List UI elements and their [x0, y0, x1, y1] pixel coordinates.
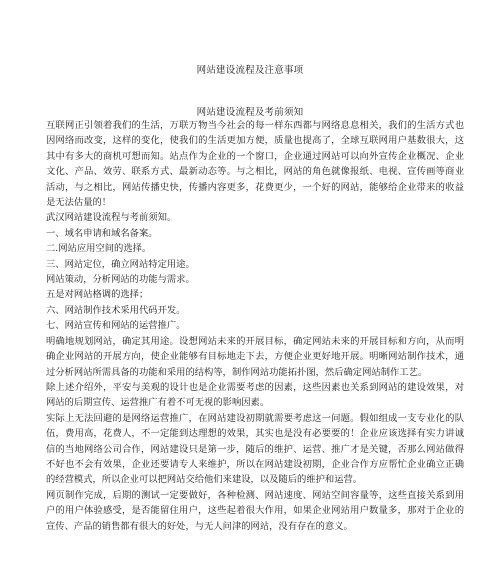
paragraph: 除上述介绍外，平安与美观的设计也是企业需要考虑的因素，这些因素也关系到网站的建设效果，对网站的后期宣传、运营推广有着不可无视的影响因素。 — [46, 381, 464, 409]
paragraph: 互联网正引领着我们的生活，万联万物当今社会的每一样东西都与网络息息相关，我们的生活方式也因网络而改变，这样的变化，使我们的生活更加方便，质量也提高了，全球互联网用户基数很大，这其中有多大的商机可想而知。站点作为企业的一个窗口，企业通过网站可以向外宣传企业概况、企业文化、产品、效劳、联系方式、最新动态等。与之相比，网站的角色就像报纸、电视、宣传画等商业活动，与之相比，网站传播史快，传播内容更多，花费更少，一个好的网站，能够给企业带来的收益是无法估量的！ — [46, 120, 464, 209]
paragraph: 网站策动，分析网站的功能与需求。 — [46, 274, 195, 286]
paragraph: 武汉网站建设流程与考前须知。 — [46, 212, 177, 224]
paragraph: 二.网站应用空间的选择。 — [46, 243, 152, 255]
document-subtitle: 网站建设流程及考前须知 — [196, 107, 304, 118]
paragraph: 五是对网站格调的选择； — [46, 289, 149, 301]
paragraph: 七、网站宣传和网站的运营推广。 — [46, 320, 186, 332]
document-title: 网站建设流程及注意事项 — [196, 65, 304, 76]
paragraph: 网页制作完成，后期的测试一定要做好，各种检测、网站速度、网站空间容量等，这些直接关系到用户的用户体验感受，是否能留住用户，这些起着很大作用，如果企业网站用户数量多，那对于企业的宣传、产品的销售都有很大的好处，与无人问津的网站，没有存在的意义。 — [46, 489, 464, 532]
paragraph: 一、域名申请和域名备案。 — [46, 227, 158, 239]
paragraph: 三、网站定位，确立网站特定用途。 — [46, 258, 195, 270]
paragraph: 实际上无法回避的是网络运营推广，在网站建设初期就需要考虑这一问题。假如组成一支专业化的队伍，费用高，花费人，不一定能到达理想的效果，其实也是没有必要要的！企业应该选择有实力讲诚信的当地网络公司合作，网站建设只是第一步，随后的维护、运营、推广才是关键，否那么网站做得不好也不会有效果，企业还要请专人来维护，所以在网站建设初期，企业合作方应帮忙企业确立正确的经营模式，所以企业可以把网站交给他们来建设，以及随后的维护和运营。 — [46, 412, 464, 486]
document-body — [46, 118, 464, 534]
paragraph: 明确地规划网站，确定其用途。设想网站未来的开展目标，确定网站未来的开展目标和方向，从而明确企业网站的开展方向，使企业能够有目标地走下去，方便企业更好地开展。明晰网站制作技术，通过分析网站所需具备的功能和采用的结构等，制作网站功能拓扑图，然后确定网站制作工艺。 — [46, 335, 464, 378]
paragraph: 六、网站制作技术采用代码开发。 — [46, 304, 186, 316]
